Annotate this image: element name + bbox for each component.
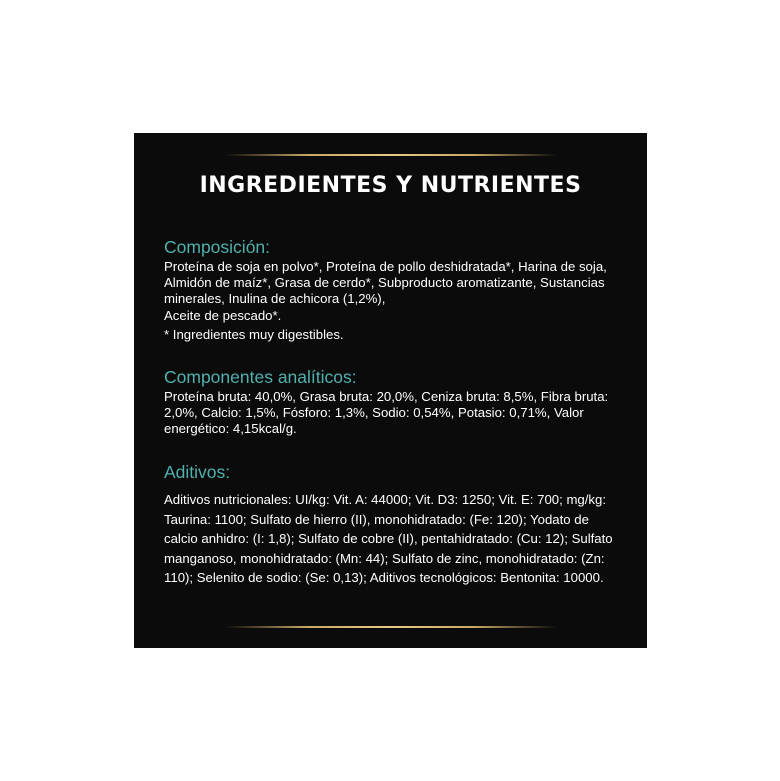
analytical-heading: Componentes analíticos: [164, 367, 357, 387]
composition-text: Proteína de soja en polvo*, Proteína de pollo deshidratada*, Harina de soja, Almidón de maíz*, Grasa de cerdo*, Subproducto aromatizante, Sustancias minerales, Inulina de achicora (1,2%), [164, 259, 607, 307]
analytical-section [164, 367, 624, 438]
ingredients-panel [134, 133, 647, 648]
additives-body [164, 490, 624, 588]
digestible-note: * Ingredientes muy digestibles. [164, 326, 344, 342]
analytical-text: Proteína bruta: 40,0%, Grasa bruta: 20,0%, Ceniza bruta: 8,5%, Fibra bruta: 2,0%, Calcio: 1,5%, Fósforo: 1,3%, Sodio: 0,54%, Potasio: 0,71%, Valor energético: 4,15kcal/g. [164, 389, 609, 437]
additives-heading: Aditivos: [164, 462, 231, 482]
page-title: INGREDIENTES Y NUTRIENTES [199, 173, 582, 198]
composition-text-last: Aceite de pescado*. [164, 307, 282, 323]
bottom-divider [225, 626, 557, 628]
additives-section [164, 462, 624, 588]
composition-section [164, 237, 624, 343]
top-divider [225, 154, 557, 156]
composition-heading: Composición: [164, 237, 271, 257]
additives-text: Aditivos nutricionales: UI/kg: Vit. A: 44000; Vit. D3: 1250; Vit. E: 700; mg/kg: Taurina: 1100; Sulfato de hierro (II), monohidratado: (Fe: 120); Yodato de calcio anhidro: (I: 1,8); Sulfato de cobre (II), pentahidratado: (Cu: 12); Sulfato manganoso, monohidratado: (Mn: 44); Sulfato de zinc, monohidratado: (Zn: 110); Selenito de sodio: (Se: 0,13); Aditivos tecnológicos: Bentonita: 10000. [164, 492, 613, 585]
analytical-body [164, 389, 624, 438]
composition-body [164, 259, 624, 343]
